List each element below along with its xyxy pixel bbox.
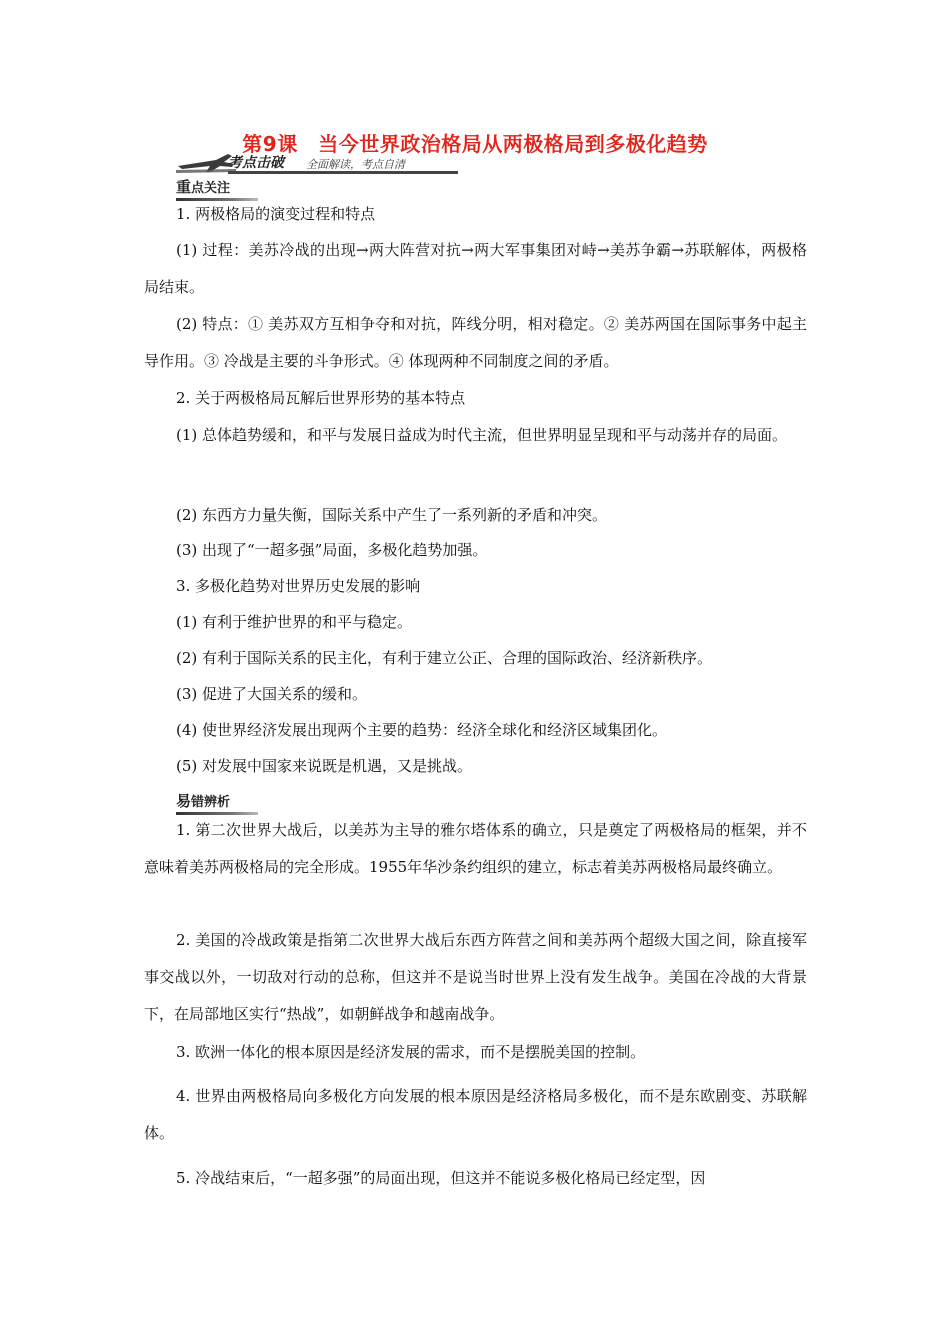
- focus-item: (1) 有利于维护世界的和平与稳定。: [176, 613, 413, 631]
- focus-item: (5) 对发展中国家来说既是机遇，又是挑战。: [176, 757, 473, 775]
- section-label-focus: 重点关注: [176, 176, 230, 199]
- error-item: 2. 美国的冷战政策是指第二次世界大战后东西方阵营之间和美苏两个超级大国之间，除直接军事交战以外，一切敌对行动的总称，但这并不是说当时世界上没有发生战争。美国在冷战的大背景下，在局部地区实行“热战”，如朝鲜战争和越南战争。: [144, 931, 807, 1023]
- focus-item: (3) 促进了大国关系的缓和。: [176, 685, 368, 703]
- banner-main-text: 考点击破: [228, 155, 284, 171]
- banner-sub-text: 全面解读，考点自清: [306, 158, 405, 171]
- error-item: 5. 冷战结束后，“一超多强”的局面出现，但这并不能说多极化格局已经定型，因: [176, 1169, 706, 1187]
- focus-item: 3. 多极化趋势对世界历史发展的影响: [176, 577, 421, 595]
- focus-item: (2) 有利于国际关系的民主化，有利于建立公正、合理的国际政治、经济新秩序。: [176, 649, 713, 667]
- jet-plane-icon: [176, 150, 236, 176]
- focus-item: (4) 使世界经济发展出现两个主要的趋势：经济全球化和经济区域集团化。: [176, 721, 668, 739]
- section-label-errors: 易错辨析: [176, 790, 230, 813]
- focus-item: 2. 关于两极格局瓦解后世界形势的基本特点: [176, 389, 466, 407]
- focus-item: (2) 特点：① 美苏双方互相争夺和对抗，阵线分明，相对稳定。② 美苏两国在国际事务中起主导作用。③ 冷战是主要的斗争形式。④ 体现两种不同制度之间的矛盾。: [144, 315, 807, 370]
- error-item: 1. 第二次世界大战后，以美苏为主导的雅尔塔体系的确立，只是奠定了两极格局的框架，并不意味着美苏两极格局的完全形成。1955年华沙条约组织的建立，标志着美苏两极格局最终确立。: [144, 821, 807, 876]
- error-item: 3. 欧洲一体化的根本原因是经济发展的需求，而不是摆脱美国的控制。: [176, 1043, 646, 1061]
- focus-item: (1) 过程：美苏冷战的出现→两大阵营对抗→两大军事集团对峙→美苏争霸→苏联解体，两极格局结束。: [144, 241, 807, 296]
- page-title: 第9课 当今世界政治格局从两极格局到多极化趋势: [242, 132, 708, 156]
- focus-item: (3) 出现了“一超多强”局面，多极化趋势加强。: [176, 541, 488, 559]
- focus-item: (2) 东西方力量失衡，国际关系中产生了一系列新的矛盾和冲突。: [176, 506, 608, 524]
- focus-item: 1. 两极格局的演变过程和特点: [176, 205, 376, 223]
- focus-item: (1) 总体趋势缓和，和平与发展日益成为时代主流，但世界明显呈现和平与动荡并存的局面。: [176, 426, 788, 444]
- error-item: 4. 世界由两极格局向多极化方向发展的根本原因是经济格局多极化，而不是东欧剧变、苏联解体。: [144, 1087, 807, 1142]
